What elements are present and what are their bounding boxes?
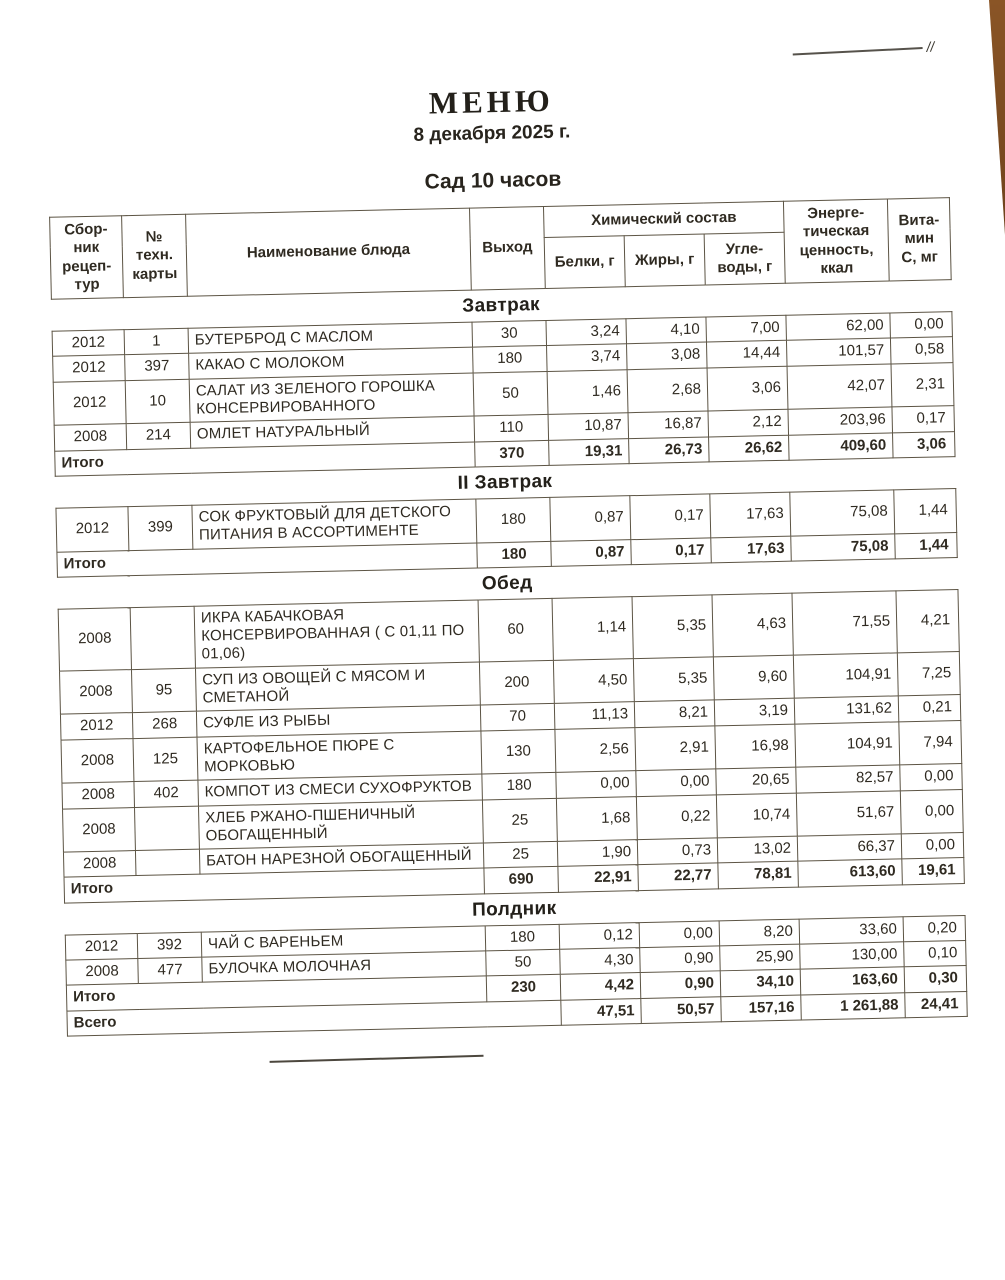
cell-vitamin-c: 0,00 <box>901 833 964 860</box>
cell-recipe-book: 2008 <box>62 782 135 809</box>
cell-output: 25 <box>483 841 558 868</box>
grand-total-carbs: 157,16 <box>721 995 802 1022</box>
cell-tech-card: 10 <box>125 379 190 424</box>
col-header-tech-card: № техн. карты <box>122 214 188 298</box>
cell-tech-card: 392 <box>137 932 202 959</box>
cell-vitamin-c: 0,58 <box>890 337 953 364</box>
cell-carbs: 14,44 <box>706 341 787 368</box>
cell-tech-card: 402 <box>134 780 199 807</box>
col-header-protein: Белки, г <box>544 236 625 289</box>
cell-recipe-book: 2008 <box>63 851 136 878</box>
col-header-carbs: Угле- воды, г <box>704 232 785 285</box>
total-kcal: 163,60 <box>800 967 905 995</box>
total-fat: 0,90 <box>640 971 721 998</box>
grand-total-label: Всего <box>67 1000 561 1036</box>
cell-vitamin-c: 0,00 <box>900 789 963 834</box>
cell-carbs: 16,98 <box>715 724 796 769</box>
bottom-blank-line <box>270 1055 484 1063</box>
cell-recipe-book: 2008 <box>54 424 127 451</box>
total-label: Итого <box>66 976 486 1010</box>
cell-carbs: 25,90 <box>720 944 801 971</box>
total-label: Итого <box>55 442 475 476</box>
total-label: Итого <box>64 868 484 902</box>
grand-total-kcal: 1 261,88 <box>801 992 906 1020</box>
cell-fat: 5,35 <box>633 657 714 702</box>
cell-recipe-book: 2012 <box>56 507 129 552</box>
grand-total-vitamin-c: 24,41 <box>905 991 968 1018</box>
cell-carbs: 3,19 <box>714 698 795 725</box>
cell-protein: 0,12 <box>559 922 640 949</box>
cell-vitamin-c: 7,94 <box>899 720 962 765</box>
cell-fat: 0,00 <box>636 769 717 796</box>
cell-carbs: 10,74 <box>716 793 797 838</box>
cell-protein: 1,90 <box>557 840 638 867</box>
total-vitamin-c: 1,44 <box>895 532 958 559</box>
col-header-vitamin-c: Вита- мин С, мг <box>887 198 951 282</box>
col-header-energy: Энерге- тическая ценность, ккал <box>783 199 889 283</box>
cell-output: 25 <box>482 798 557 843</box>
cell-recipe-book: 2012 <box>60 713 133 740</box>
menu-table <box>49 197 967 1036</box>
cell-dish-name: БУЛОЧКА МОЛОЧНАЯ <box>202 951 486 982</box>
cell-recipe-book: 2012 <box>53 380 126 425</box>
cell-recipe-book: 2008 <box>63 807 136 852</box>
total-kcal: 75,08 <box>791 533 896 561</box>
cell-vitamin-c: 4,21 <box>896 589 959 652</box>
total-label: Итого <box>57 543 477 577</box>
cell-carbs: 17,63 <box>710 492 791 537</box>
cell-dish-name: КАКАО С МОЛОКОМ <box>189 348 473 379</box>
menu-table-section <box>65 915 968 1037</box>
cell-kcal: 42,07 <box>787 364 892 410</box>
cell-vitamin-c: 0,20 <box>903 915 966 942</box>
total-fat: 22,77 <box>638 863 719 890</box>
cell-tech-card: 95 <box>131 668 196 713</box>
cell-output: 50 <box>473 371 548 416</box>
cell-protein: 2,56 <box>555 727 636 772</box>
cell-protein: 10,87 <box>548 413 629 440</box>
signature-area <box>0 0 993 87</box>
cell-kcal: 82,57 <box>796 765 901 793</box>
col-header-dish-name: Наименование блюда <box>186 208 472 296</box>
section-heading: Полдник <box>471 897 557 921</box>
page-date: 8 декабря 2025 г. <box>413 121 571 146</box>
page-subtitle: Сад 10 часов <box>424 167 562 194</box>
cell-kcal: 104,91 <box>795 722 900 768</box>
cell-output: 130 <box>481 729 556 774</box>
cell-fat: 2,68 <box>627 368 708 413</box>
cell-recipe-book: 2008 <box>60 669 133 714</box>
cell-vitamin-c: 0,17 <box>892 406 955 433</box>
cell-fat: 0,17 <box>630 494 711 539</box>
cell-dish-name: КАРТОФЕЛЬНОЕ ПЮРЕ С МОРКОВЬЮ <box>197 731 482 781</box>
cell-kcal: 51,67 <box>796 790 901 836</box>
total-protein: 19,31 <box>549 438 630 465</box>
cell-recipe-book: 2012 <box>53 355 126 382</box>
cell-dish-name: БУТЕРБРОД С МАСЛОМ <box>188 322 472 353</box>
section-heading: Завтрак <box>462 294 541 317</box>
cell-kcal: 104,91 <box>793 653 898 699</box>
cell-kcal: 131,62 <box>794 696 899 724</box>
cell-vitamin-c: 1,44 <box>894 489 957 534</box>
cell-tech-card: 125 <box>133 737 198 782</box>
cell-output: 60 <box>478 598 553 661</box>
cell-recipe-book: 2012 <box>52 330 125 357</box>
cell-carbs: 13,02 <box>717 836 798 863</box>
cell-protein: 1,68 <box>556 796 637 841</box>
cell-protein: 11,13 <box>554 702 635 729</box>
total-fat: 26,73 <box>629 437 710 464</box>
total-vitamin-c: 19,61 <box>902 858 965 885</box>
cell-fat: 8,21 <box>634 700 715 727</box>
cell-tech-card: 1 <box>124 328 189 355</box>
cell-tech-card: 214 <box>126 423 191 450</box>
total-carbs: 78,81 <box>718 862 799 889</box>
col-header-recipe-book: Сбор- ник рецеп- тур <box>50 216 124 300</box>
cell-kcal: 101,57 <box>786 338 891 366</box>
total-output: 370 <box>475 440 550 467</box>
menu-table-section <box>58 589 965 903</box>
cell-dish-name: СУФЛЕ ИЗ РЫБЫ <box>196 705 480 736</box>
cell-output: 70 <box>480 704 555 731</box>
cell-protein: 0,00 <box>556 771 637 798</box>
grand-total-protein: 47,51 <box>561 998 642 1025</box>
cell-dish-name: САЛАТ ИЗ ЗЕЛЕНОГО ГОРОШКА КОНСЕРВИРОВАННОГО <box>189 373 474 423</box>
col-header-fat: Жиры, г <box>624 234 705 287</box>
total-kcal: 613,60 <box>798 859 903 887</box>
cell-kcal: 62,00 <box>786 313 891 341</box>
total-fat: 0,17 <box>631 537 712 564</box>
cell-recipe-book: 2008 <box>58 607 131 670</box>
cell-vitamin-c: 0,00 <box>890 312 953 339</box>
cell-kcal: 33,60 <box>799 917 904 945</box>
cell-carbs: 4,63 <box>712 593 793 657</box>
cell-protein: 1,14 <box>552 597 633 661</box>
cell-fat: 0,73 <box>637 838 718 865</box>
total-protein: 22,91 <box>558 865 639 892</box>
menu-table-section <box>52 311 956 476</box>
cell-protein: 3,24 <box>546 319 627 346</box>
cell-dish-name: СОК ФРУКТОВЫЙ ДЛЯ ДЕТСКОГО ПИТАНИЯ В АССОРТИМЕНТЕ <box>192 499 477 549</box>
grand-total-fat: 50,57 <box>641 996 722 1023</box>
cell-tech-card: 399 <box>128 505 193 550</box>
total-protein: 0,87 <box>551 539 632 566</box>
cell-vitamin-c: 7,25 <box>897 651 960 696</box>
cell-tech-card: 397 <box>125 354 190 381</box>
cell-carbs: 7,00 <box>706 315 787 342</box>
total-output: 180 <box>477 541 552 568</box>
cell-vitamin-c: 0,21 <box>898 695 961 722</box>
cell-dish-name: ИКРА КАБАЧКОВАЯ КОНСЕРВИРОВАННАЯ ( С 01,11 ПО 01,06) <box>194 600 479 668</box>
cell-recipe-book: 2012 <box>65 933 138 960</box>
cell-vitamin-c: 0,00 <box>900 764 963 791</box>
total-kcal: 409,60 <box>789 433 894 461</box>
cell-fat: 3,08 <box>627 342 708 369</box>
cell-output: 50 <box>486 949 561 976</box>
total-carbs: 34,10 <box>720 969 801 996</box>
cell-tech-card <box>130 606 195 669</box>
cell-kcal: 66,37 <box>797 834 902 862</box>
cell-tech-card <box>135 849 200 876</box>
col-header-output: Выход <box>470 206 546 290</box>
cell-vitamin-c: 2,31 <box>891 362 954 407</box>
cell-fat: 2,91 <box>635 726 716 771</box>
cell-dish-name: КОМПОТ ИЗ СМЕСИ СУХОФРУКТОВ <box>198 774 482 805</box>
total-output: 230 <box>486 975 561 1002</box>
cell-protein: 1,46 <box>547 369 628 414</box>
cell-output: 180 <box>473 346 548 373</box>
cell-tech-card <box>134 806 199 851</box>
total-vitamin-c: 0,30 <box>904 966 967 993</box>
cell-output: 200 <box>479 660 554 705</box>
cell-dish-name: БАТОН НАРЕЗНОЙ ОБОГАЩЕННЫЙ <box>199 843 483 874</box>
cell-tech-card: 268 <box>132 712 197 739</box>
col-header-chemical-composition: Химический состав <box>543 201 784 237</box>
cell-output: 180 <box>485 924 560 951</box>
cell-output: 30 <box>472 321 547 348</box>
total-output: 690 <box>484 867 559 894</box>
cell-kcal: 71,55 <box>792 591 897 655</box>
cell-protein: 4,50 <box>553 658 634 703</box>
cell-dish-name: СУП ИЗ ОВОЩЕЙ С МЯСОМ И СМЕТАНОЙ <box>195 662 480 712</box>
cell-fat: 4,10 <box>626 317 707 344</box>
signature-line <box>793 47 923 55</box>
cell-carbs: 2,12 <box>708 410 789 437</box>
cell-tech-card: 477 <box>138 957 203 984</box>
header-row-1 <box>50 198 950 248</box>
cell-dish-name: ЧАЙ С ВАРЕНЬЕМ <box>201 926 485 957</box>
total-vitamin-c: 3,06 <box>893 431 956 458</box>
cell-output: 180 <box>482 773 557 800</box>
cell-protein: 4,30 <box>560 948 641 975</box>
section-heading: Обед <box>481 572 533 595</box>
page-title: МЕНЮ <box>428 82 555 121</box>
cell-kcal: 75,08 <box>790 490 895 536</box>
cell-protein: 3,74 <box>547 344 628 371</box>
cell-fat: 5,35 <box>632 595 713 659</box>
cell-output: 110 <box>474 415 549 442</box>
cell-output: 180 <box>476 497 551 542</box>
cell-recipe-book: 2008 <box>61 738 134 783</box>
cell-protein: 0,87 <box>550 496 631 541</box>
cell-fat: 0,00 <box>639 921 720 948</box>
signature-mark: // <box>926 38 935 55</box>
cell-kcal: 203,96 <box>788 407 893 435</box>
total-protein: 4,42 <box>560 973 641 1000</box>
cell-dish-name: ХЛЕБ РЖАНО-ПШЕНИЧНЫЙ ОБОГАЩЕННЫЙ <box>198 800 483 850</box>
cell-carbs: 3,06 <box>707 366 788 411</box>
cell-fat: 16,87 <box>628 411 709 438</box>
cell-carbs: 20,65 <box>716 767 797 794</box>
section-heading: II Завтрак <box>457 470 553 494</box>
cell-dish-name: ОМЛЕТ НАТУРАЛЬНЫЙ <box>190 416 474 447</box>
cell-fat: 0,90 <box>640 946 721 973</box>
cell-recipe-book: 2008 <box>66 959 139 986</box>
cell-carbs: 9,60 <box>713 655 794 700</box>
total-carbs: 26,62 <box>709 435 790 462</box>
cell-carbs: 8,20 <box>719 919 800 946</box>
cell-fat: 0,22 <box>636 794 717 839</box>
cell-vitamin-c: 0,10 <box>904 940 967 967</box>
total-carbs: 17,63 <box>711 536 792 563</box>
cell-kcal: 130,00 <box>800 942 905 970</box>
